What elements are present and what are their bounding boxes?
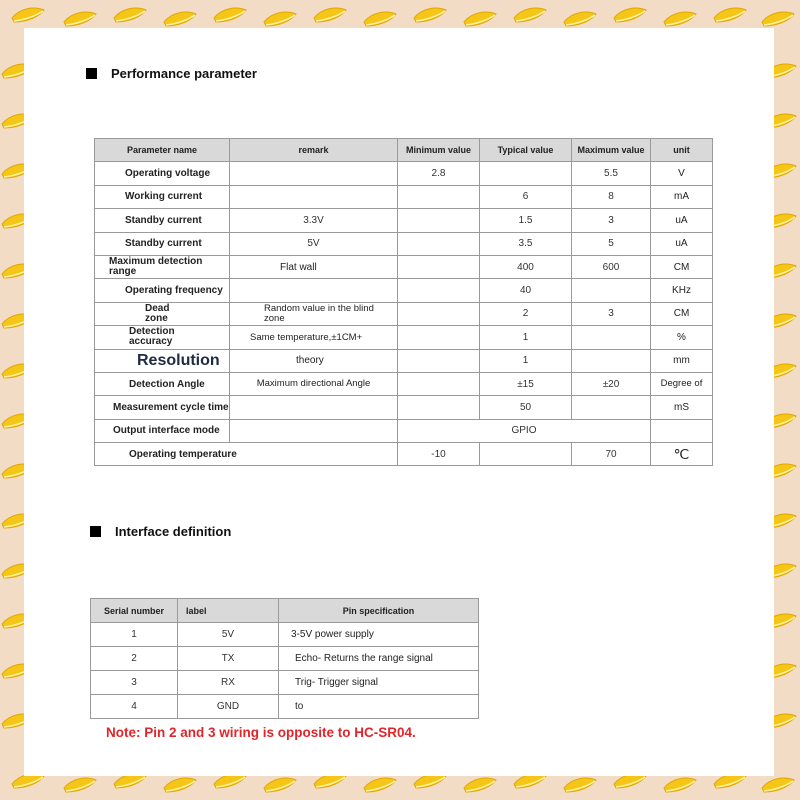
table-row: [91, 647, 479, 671]
table-row: [95, 443, 713, 466]
param-typ: ±15: [480, 372, 572, 395]
param-name: Standby current: [95, 232, 230, 255]
table-row: [95, 349, 713, 372]
param-name: Output interface mode: [95, 419, 230, 442]
param-typ: 1.5: [480, 209, 572, 232]
table-row: [95, 419, 713, 442]
param-remark: [230, 162, 398, 185]
param-min: 2.8: [398, 162, 480, 185]
header-minimum-value: Minimum value: [398, 139, 480, 162]
param-unit: uA: [651, 209, 713, 232]
param-max: 5: [572, 232, 651, 255]
performance-header-row: [95, 139, 713, 162]
param-typ: GPIO: [398, 419, 651, 442]
header-label: label: [178, 599, 279, 623]
param-min: [398, 349, 480, 372]
interface-header-row: [91, 599, 479, 623]
table-row: [95, 372, 713, 395]
param-typ: 50: [480, 396, 572, 419]
table-row: [95, 279, 713, 302]
param-typ: 1: [480, 349, 572, 372]
param-unit: CM: [651, 302, 713, 325]
param-min: [398, 302, 480, 325]
pin-label: 5V: [178, 623, 279, 647]
param-unit: V: [651, 162, 713, 185]
table-row: [95, 255, 713, 278]
pin-serial: 4: [91, 695, 178, 719]
pin-label: RX: [178, 671, 279, 695]
param-typ: [480, 162, 572, 185]
param-remark: Maximum directional Angle: [230, 372, 398, 395]
wiring-note: Note: Pin 2 and 3 wiring is opposite to HC-SR04.: [106, 725, 416, 740]
param-unit: %: [651, 326, 713, 349]
interface-section-title: [90, 524, 231, 539]
performance-table: [94, 138, 713, 466]
pin-spec: 3-5V power supply: [279, 623, 479, 647]
param-typ: 40: [480, 279, 572, 302]
header-typical-value: Typical value: [480, 139, 572, 162]
param-name: Standby current: [95, 209, 230, 232]
param-max: 70: [572, 443, 651, 466]
param-typ: 6: [480, 185, 572, 208]
param-unit: mA: [651, 185, 713, 208]
param-min: [398, 209, 480, 232]
square-bullet-icon: [86, 68, 97, 79]
pin-serial: 3: [91, 671, 178, 695]
param-unit: Degree of: [651, 372, 713, 395]
table-row: [95, 209, 713, 232]
param-min: [398, 372, 480, 395]
param-max: [572, 349, 651, 372]
pin-spec: Echo- Returns the range signal: [279, 647, 479, 671]
param-remark: Same temperature,±1CM+: [230, 326, 398, 349]
interface-table: [90, 598, 479, 719]
param-remark: [230, 279, 398, 302]
param-name: Detection accuracy: [95, 326, 230, 349]
param-typ: 1: [480, 326, 572, 349]
param-remark: 3.3V: [230, 209, 398, 232]
header-parameter-name: Parameter name: [95, 139, 230, 162]
param-unit: mS: [651, 396, 713, 419]
param-typ: 400: [480, 255, 572, 278]
param-name: Measurement cycle time: [95, 396, 230, 419]
table-row: [95, 232, 713, 255]
param-max: [572, 279, 651, 302]
param-min: [398, 279, 480, 302]
pin-spec: to: [279, 695, 479, 719]
param-name: Operating temperature: [95, 443, 398, 466]
param-unit: [651, 419, 713, 442]
pin-serial: 2: [91, 647, 178, 671]
performance-section-title: [86, 66, 257, 81]
param-remark: [230, 419, 398, 442]
param-max: ±20: [572, 372, 651, 395]
param-max: 3: [572, 209, 651, 232]
pin-label: GND: [178, 695, 279, 719]
table-row: [95, 185, 713, 208]
param-min: [398, 255, 480, 278]
table-row: [91, 695, 479, 719]
table-row: [95, 302, 713, 325]
param-min: [398, 232, 480, 255]
param-typ: 3.5: [480, 232, 572, 255]
param-remark: theory: [230, 349, 398, 372]
param-name: Resolution: [95, 349, 230, 372]
header-remark: remark: [230, 139, 398, 162]
header-unit: unit: [651, 139, 713, 162]
param-max: 5.5: [572, 162, 651, 185]
pin-serial: 1: [91, 623, 178, 647]
table-row: [91, 671, 479, 695]
param-unit: KHz: [651, 279, 713, 302]
param-name: Detection Angle: [95, 372, 230, 395]
interface-title-text: Interface definition: [115, 524, 232, 539]
table-row: [95, 326, 713, 349]
pin-spec: Trig- Trigger signal: [279, 671, 479, 695]
param-remark: 5V: [230, 232, 398, 255]
table-row: [95, 162, 713, 185]
param-remark: [230, 396, 398, 419]
performance-title-text: Performance parameter: [111, 66, 257, 81]
table-row: [95, 396, 713, 419]
param-unit: ℃: [651, 443, 713, 466]
param-min: -10: [398, 443, 480, 466]
param-min: [398, 326, 480, 349]
param-unit: CM: [651, 255, 713, 278]
param-name: Operating voltage: [95, 162, 230, 185]
param-min: [398, 185, 480, 208]
param-max: [572, 326, 651, 349]
param-name: Dead zone: [95, 302, 230, 325]
pin-label: TX: [178, 647, 279, 671]
param-max: 3: [572, 302, 651, 325]
param-name: Working current: [95, 185, 230, 208]
param-typ: [480, 443, 572, 466]
square-bullet-icon: [90, 526, 101, 537]
param-max: 600: [572, 255, 651, 278]
param-max: 8: [572, 185, 651, 208]
header-pin-specification: Pin specification: [279, 599, 479, 623]
header-maximum-value: Maximum value: [572, 139, 651, 162]
param-remark: Flat wall: [230, 255, 398, 278]
param-remark: Random value in the blind zone: [230, 302, 398, 325]
header-serial-number: Serial number: [91, 599, 178, 623]
param-unit: mm: [651, 349, 713, 372]
param-typ: 2: [480, 302, 572, 325]
param-name: Operating frequency: [95, 279, 230, 302]
document-sheet: [24, 28, 774, 776]
param-remark: [230, 185, 398, 208]
param-name: Maximum detection range: [95, 255, 230, 278]
param-min: [398, 396, 480, 419]
table-row: [91, 623, 479, 647]
param-unit: uA: [651, 232, 713, 255]
param-max: [572, 396, 651, 419]
